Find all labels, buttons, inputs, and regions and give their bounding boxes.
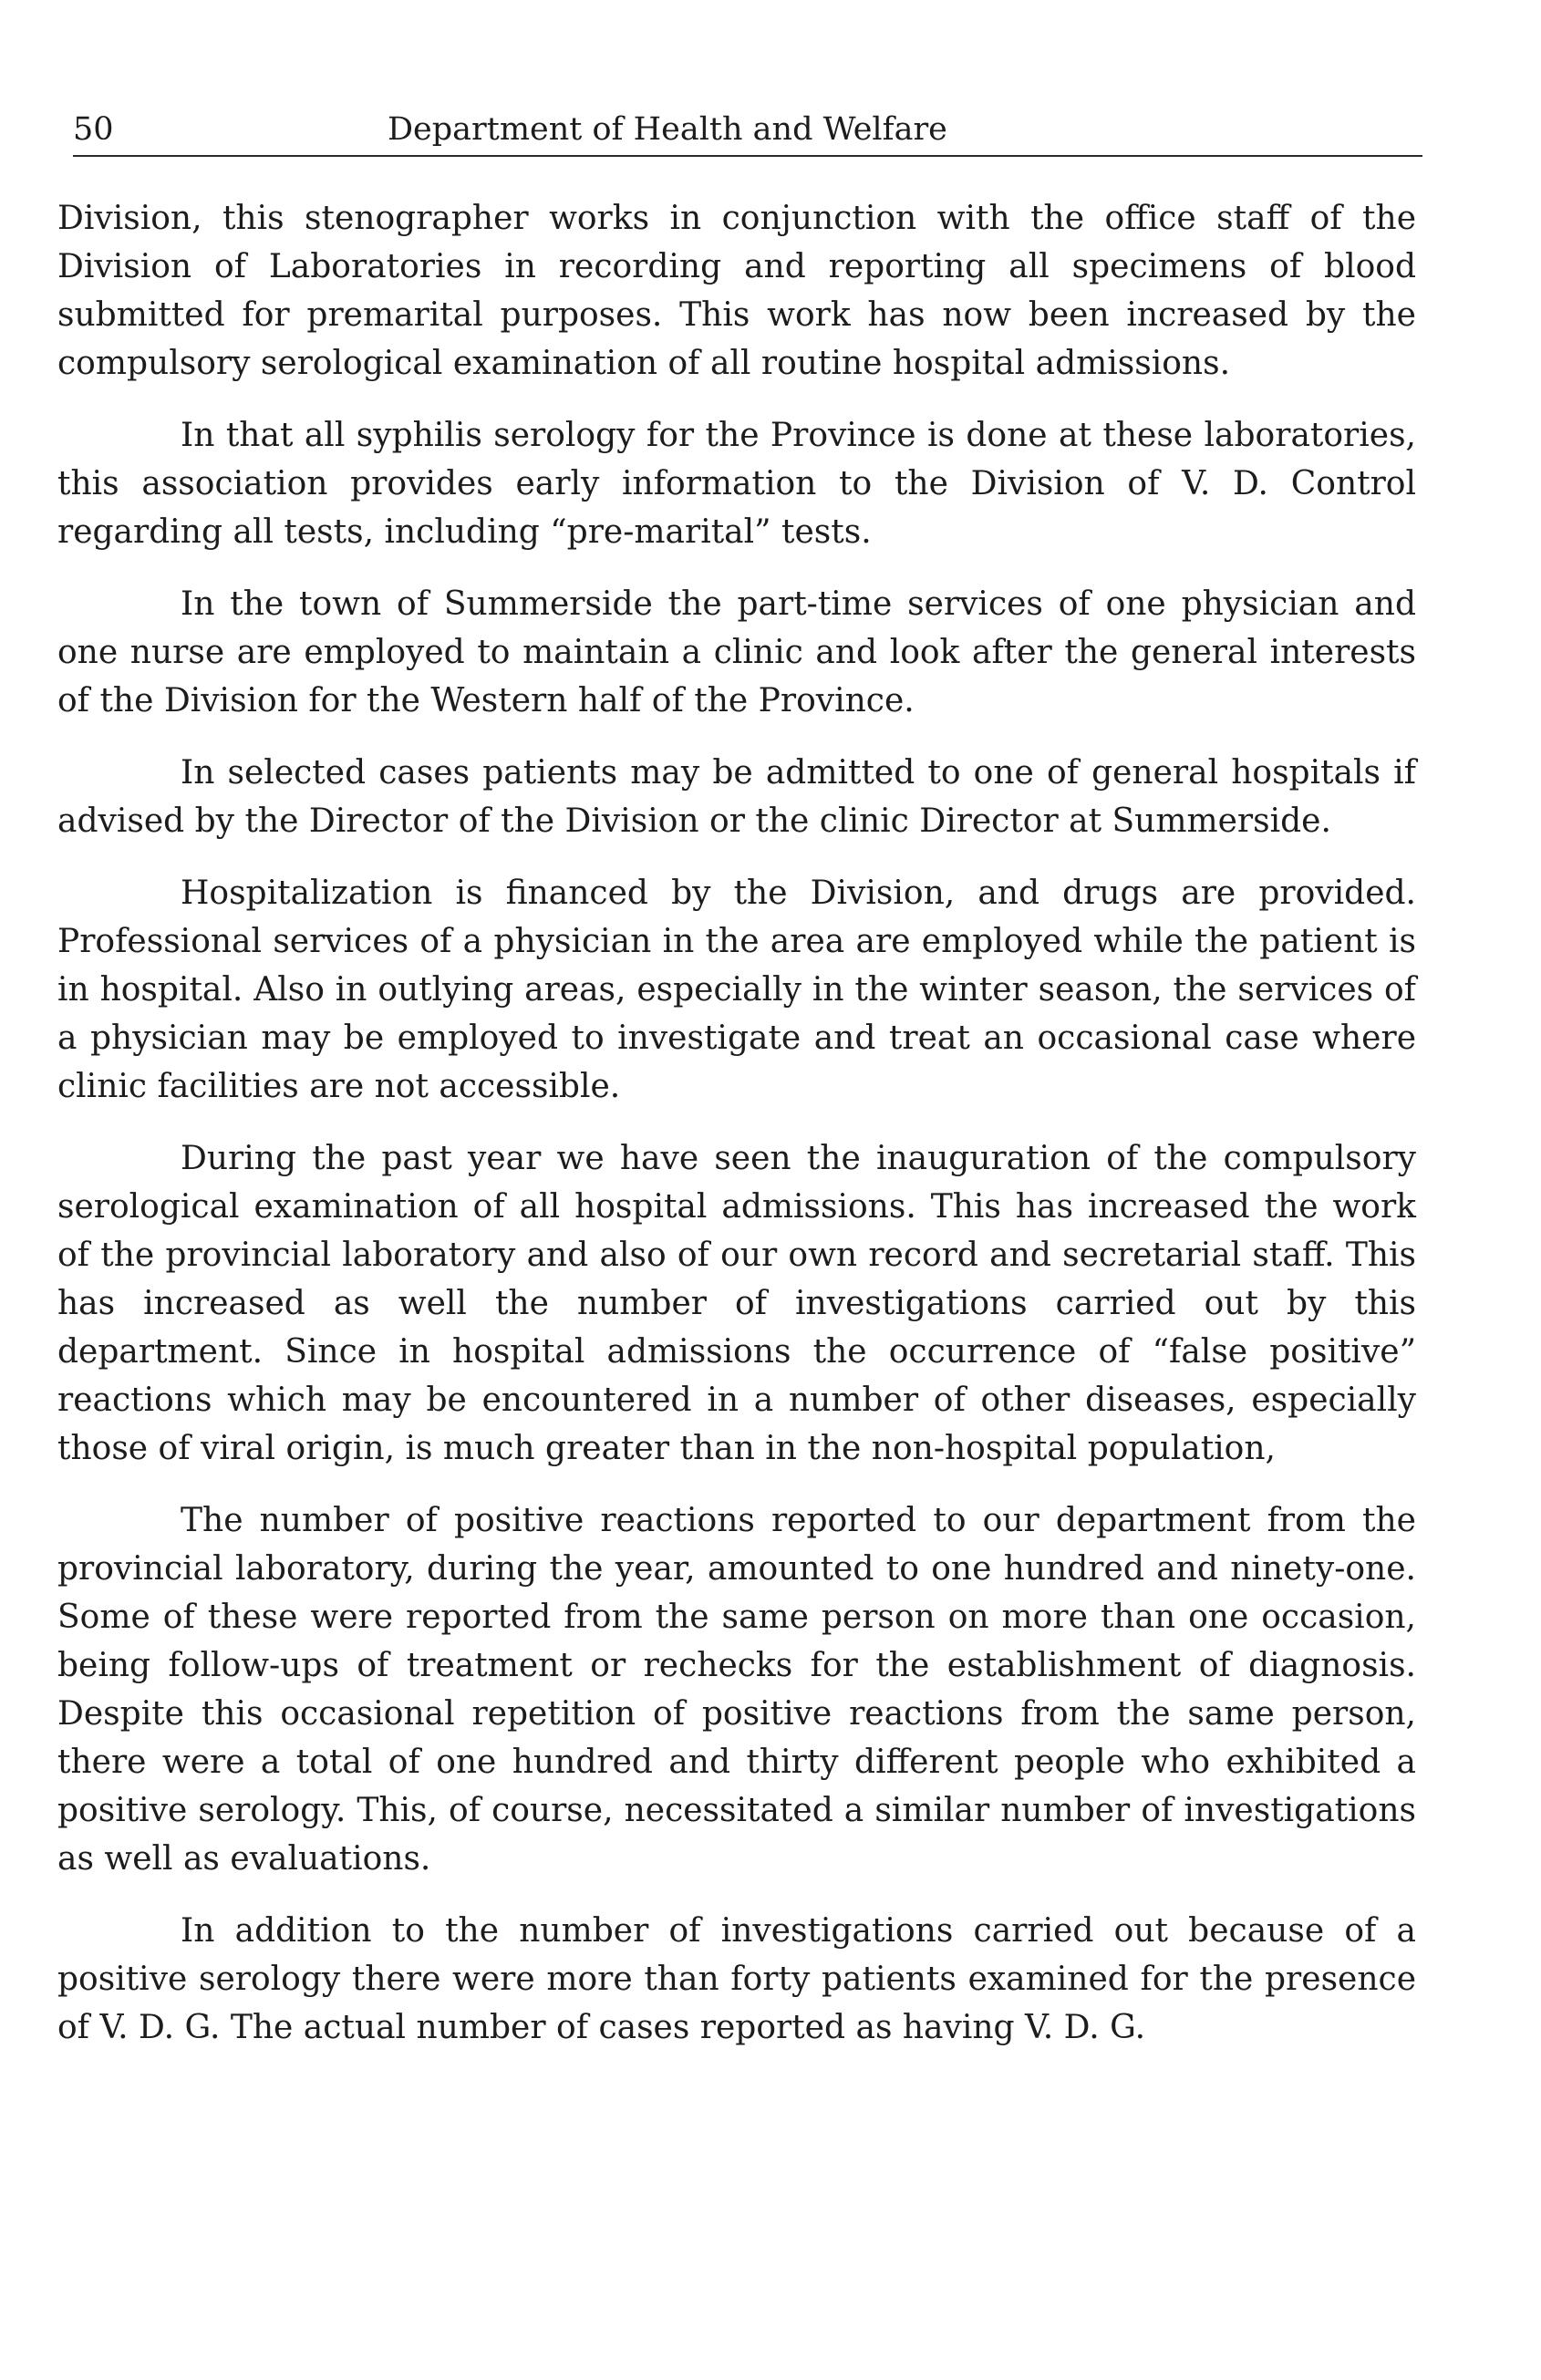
paragraph: In selected cases patients may be admitted to one of general hospitals if advised by the Director of the Division or the clinic Director at Summerside. bbox=[57, 754, 1416, 840]
paragraph-continued: Division, this stenographer works in conjunction with the office staff of the Division of Laboratories in recording and reporting all specimens of blood submitted for premarital purposes. This work has now been increased by the compulsory serological examination of all routine hospital admissions. bbox=[57, 200, 1416, 382]
paragraph: In that all syphilis serology for the Province is done at these laboratories, this association provides early information to the Division of V. D. Control regarding all tests, including “pre-marital” tests. bbox=[57, 417, 1416, 551]
paragraph: In addition to the number of investigations carried out because of a positive serology there were more than forty patients examined for the presence of V. D. G. The actual number of cases reported as having V. D. G. bbox=[57, 1912, 1416, 2046]
paragraph: In the town of Summerside the part-time services of one physician and one nurse are employed to maintain a clinic and look after the general interests of the Division for the Western half of the Province. bbox=[57, 585, 1416, 719]
paragraph: Hospitalization is financed by the Division, and drugs are provided. Professional services of a physician in the area are employed while the patient is in hospital. Also in outlying areas, especially in the winter season, the services of a physician may be employed to investigate and treat an occasional case where clinic facilities are not accessible. bbox=[57, 874, 1416, 1105]
running-title: Department of Health and Welfare bbox=[388, 111, 947, 148]
paragraph: The number of positive reactions reported to our department from the provincial laboratory, during the year, amounted to one hundred and ninety-one. Some of these were reported from the same person on more than one occasion, being follow-ups of treatment or rechecks for the establishment of diagnosis. Despite this occasional repetition of positive reactions from the same person, there were a total of one hundred and thirty different people who exhibited a positive serology. This, of course, necessitated a similar number of investigations as well as evaluations. bbox=[57, 1502, 1416, 1878]
page-number: 50 bbox=[73, 111, 114, 148]
running-header bbox=[73, 102, 1422, 157]
paragraph: During the past year we have seen the inauguration of the compulsory serological examination of all hospital admissions. This has increased the work of the provincial laboratory and also of our own record and secretarial staff. This has increased as well the number of investigations carried out by this department. Since in hospital admissions the occurrence of “false positive” reactions which may be encountered in a number of other diseases, especially those of viral origin, is much greater than in the non-hospital population, bbox=[57, 1140, 1416, 1467]
header-rule bbox=[73, 155, 1422, 157]
body-text bbox=[57, 194, 1416, 2075]
